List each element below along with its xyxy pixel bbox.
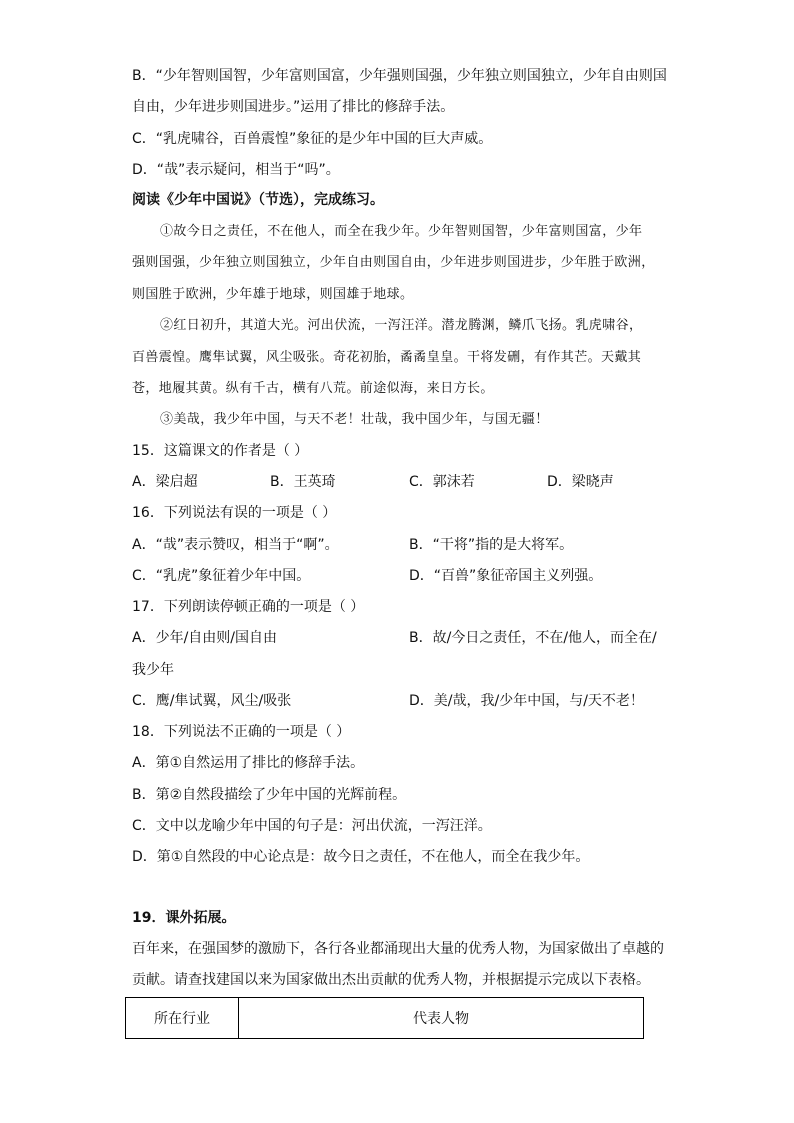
q17-option-c: C．鹰/隼试翼，风尘/吸张 <box>132 693 292 709</box>
q17-option-a: A．少年/自由则/国自由 <box>132 630 278 646</box>
passage-p3-line1: ③美哉，我少年中国，与天不老！壮哉，我中国少年，与国无疆！ <box>160 412 549 427</box>
q15-option-a: A．梁启超 <box>132 474 198 490</box>
achievers-table <box>125 997 644 1039</box>
q18-option-c: C．文中以龙喻少年中国的句子是：河出伏流，一泻汪洋。 <box>132 818 492 834</box>
option-c: C．“乳虎啸谷，百兽震惶”象征的是少年中国的巨大声威。 <box>132 131 493 147</box>
option-d: D．“哉”表示疑问，相当于“吗”。 <box>132 162 340 178</box>
passage-p1-line3: 则国胜于欧洲，少年雄于地球，则国雄于地球。 <box>132 287 414 302</box>
q19-intro-line1: 百年来，在强国梦的激励下，各行各业都涌现出大量的优秀人物，为国家做出了卓越的 <box>132 941 664 957</box>
table-header-industry: 所在行业 <box>126 998 239 1039</box>
option-b-line1: B．“少年智则国智，少年富则国富，少年强则国强，少年独立则国独立，少年自由则国 <box>132 68 667 84</box>
passage-p1-line2: 强则国强，少年独立则国独立，少年自由则国自由，少年进步则国进步，少年胜于欧洲， <box>132 255 655 270</box>
q16-stem: 16．下列说法有误的一项是（ ） <box>132 505 337 521</box>
q15-stem: 15．这篇课文的作者是（ ） <box>132 443 309 459</box>
reading-heading: 阅读《少年中国说》（节选），完成练习。 <box>132 192 384 208</box>
q16-option-a: A．“哉”表示赞叹，相当于“啊”。 <box>132 537 339 553</box>
passage-p2-line3: 苍，地履其黄。纵有千古，横有八荒。前途似海，来日方长。 <box>132 381 494 396</box>
q18-option-b: B．第②自然段描绘了少年中国的光辉前程。 <box>132 787 407 803</box>
q19-heading: 19．课外拓展。 <box>132 910 236 926</box>
q17-stem: 17．下列朗读停顿正确的一项是（ ） <box>132 599 365 615</box>
q15-option-d: D．梁晓声 <box>547 474 614 490</box>
q18-option-a: A．第①自然运用了排比的修辞手法。 <box>132 755 365 771</box>
q17-option-d: D．美/哉，我/少年中国，与/天不老！ <box>409 693 644 709</box>
passage-p2-line1: ②红日初升，其道大光。河出伏流，一泻汪洋。潜龙腾渊，鳞爪飞扬。乳虎啸谷， <box>160 318 643 333</box>
q17-option-b-line2: 我少年 <box>132 662 174 678</box>
q15-option-c: C．郭沫若 <box>409 474 475 490</box>
q15-option-b: B．王英琦 <box>270 474 336 490</box>
passage-p2-line2: 百兽震惶。鹰隼试翼，风尘吸张。奇花初胎，矞矞皇皇。干将发硎，有作其芒。天戴其 <box>132 350 642 365</box>
q16-option-b: B．“干将”指的是大将军。 <box>409 537 574 553</box>
option-b-line2: 自由，少年进步则国进步。”运用了排比的修辞手法。 <box>132 99 455 115</box>
q16-option-d: D．“百兽”象征帝国主义列强。 <box>409 568 603 584</box>
q16-option-c: C．“乳虎”象征着少年中国。 <box>132 568 311 584</box>
q18-option-d: D．第①自然段的中心论点是：故今日之责任，不在他人，而全在我少年。 <box>132 849 590 865</box>
q19-intro-line2: 贡献。请查找建国以来为国家做出杰出贡献的优秀人物，并根据提示完成以下表格。 <box>132 972 650 988</box>
table-header-row <box>126 998 644 1039</box>
table-header-representative: 代表人物 <box>239 998 644 1039</box>
q18-stem: 18．下列说法不正确的一项是（ ） <box>132 724 351 740</box>
passage-p1-line1: ①故今日之责任，不在他人，而全在我少年。少年智则国智，少年富则国富，少年 <box>160 224 643 239</box>
q17-option-b-line1: B．故/今日之责任，不在/他人，而全在/ <box>409 630 657 646</box>
